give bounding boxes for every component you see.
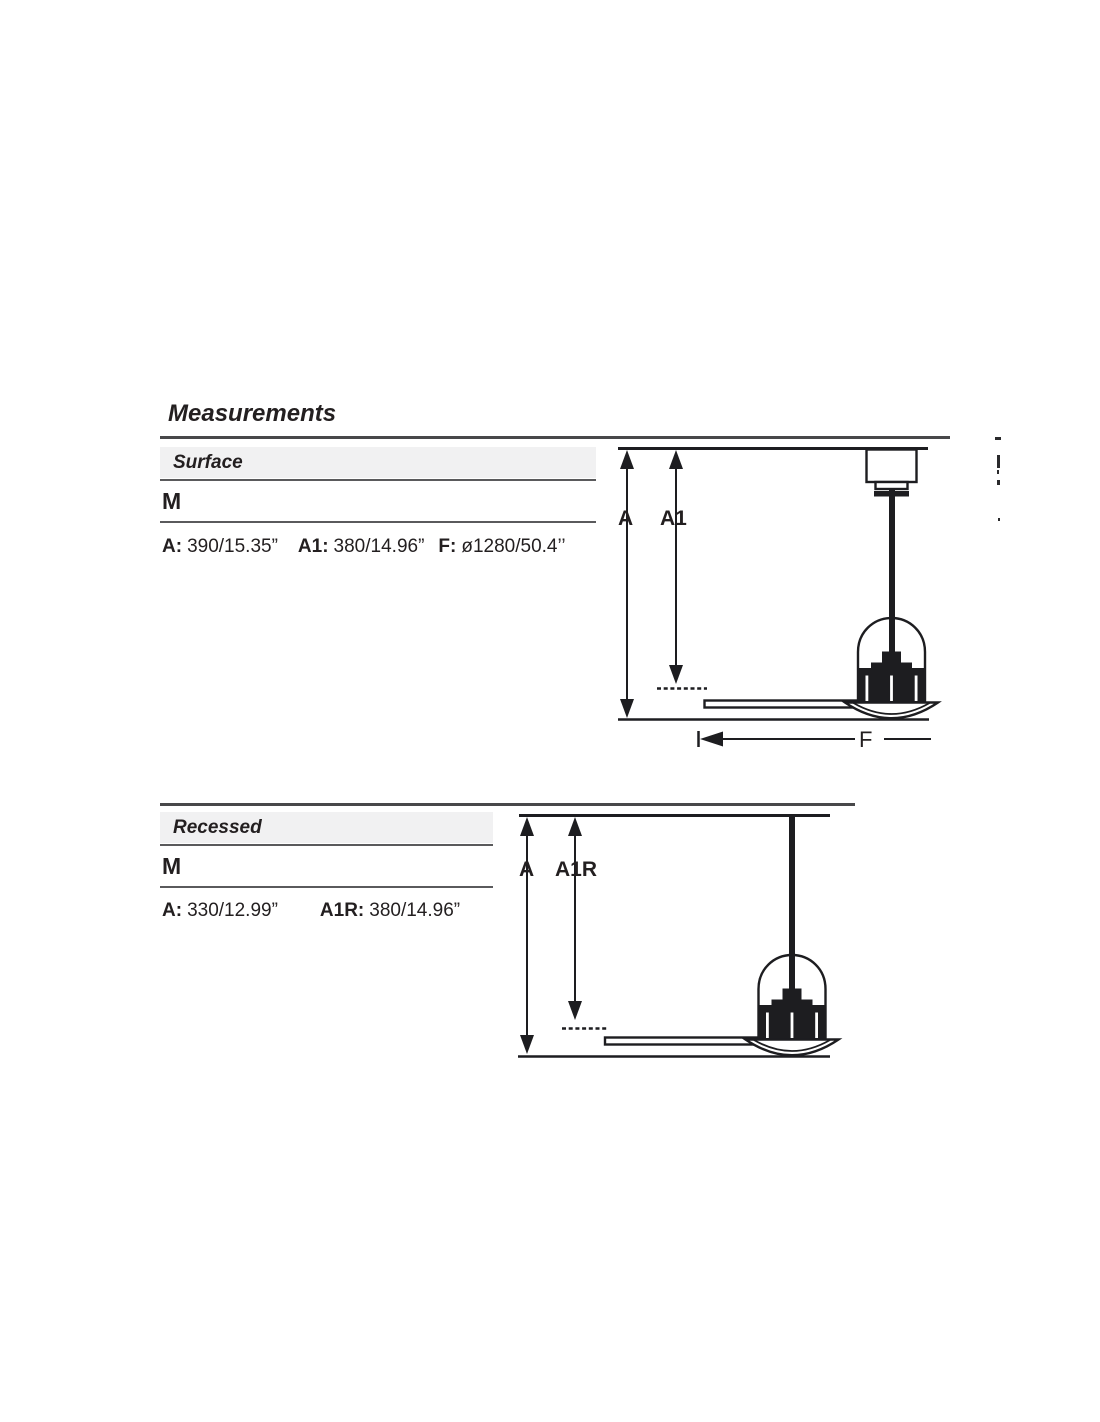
- arrow-down-icon: [620, 699, 634, 718]
- recessed-dim-a1r-value: 380/14.96”: [369, 900, 461, 921]
- surface-dim-f-label: F:: [438, 536, 457, 557]
- surface-diagram-label-a1: A1: [660, 507, 687, 530]
- arrow-left-icon: [700, 732, 723, 747]
- recessed-diagram-label-a1r: A1R: [555, 858, 598, 881]
- recessed-diagram-label-a: A: [519, 858, 535, 881]
- surface-dim-arrow-f: [699, 731, 932, 747]
- arrow-down-icon: [568, 1001, 582, 1020]
- surface-dim-arrow-a1: [669, 450, 683, 684]
- arrow-down-icon: [520, 1035, 534, 1054]
- surface-diagram: [618, 449, 938, 753]
- surface-dim-f-value: ø1280/50.4’’: [461, 536, 566, 557]
- surface-downrod: [889, 489, 895, 657]
- surface-dim-a1-label: A1:: [297, 536, 329, 557]
- surface-diagram-label-a: A: [618, 507, 634, 530]
- surface-model-label: M: [162, 488, 182, 514]
- surface-dim-a1-value: 380/14.96”: [333, 536, 425, 557]
- recessed-dim-arrow-a1r: [568, 817, 582, 1020]
- surface-dim-arrow-a: [620, 450, 634, 718]
- surface-diagram-label-f: F: [859, 727, 873, 752]
- recessed-downrod: [789, 815, 795, 993]
- recessed-model-label: M: [162, 853, 182, 879]
- recessed-dim-a-value: 330/12.99”: [187, 900, 278, 921]
- recessed-diagram: [518, 815, 839, 1057]
- recessed-dim-a1r-label: A1R:: [319, 900, 365, 921]
- surface-dim-a-value: 390/15.35”: [187, 536, 278, 557]
- arrow-up-icon: [669, 450, 683, 469]
- arrow-up-icon: [520, 817, 534, 836]
- arrow-down-icon: [669, 665, 683, 684]
- surface-header-label: Surface: [173, 451, 243, 473]
- surface-dim-a-label: A:: [162, 536, 183, 557]
- page-title: Measurements: [168, 400, 337, 427]
- arrow-up-icon: [568, 817, 582, 836]
- recessed-dim-arrow-a: [520, 817, 534, 1054]
- arrow-up-icon: [620, 450, 634, 469]
- recessed-dim-a-label: A:: [162, 900, 183, 921]
- recessed-header-label: Recessed: [173, 816, 262, 838]
